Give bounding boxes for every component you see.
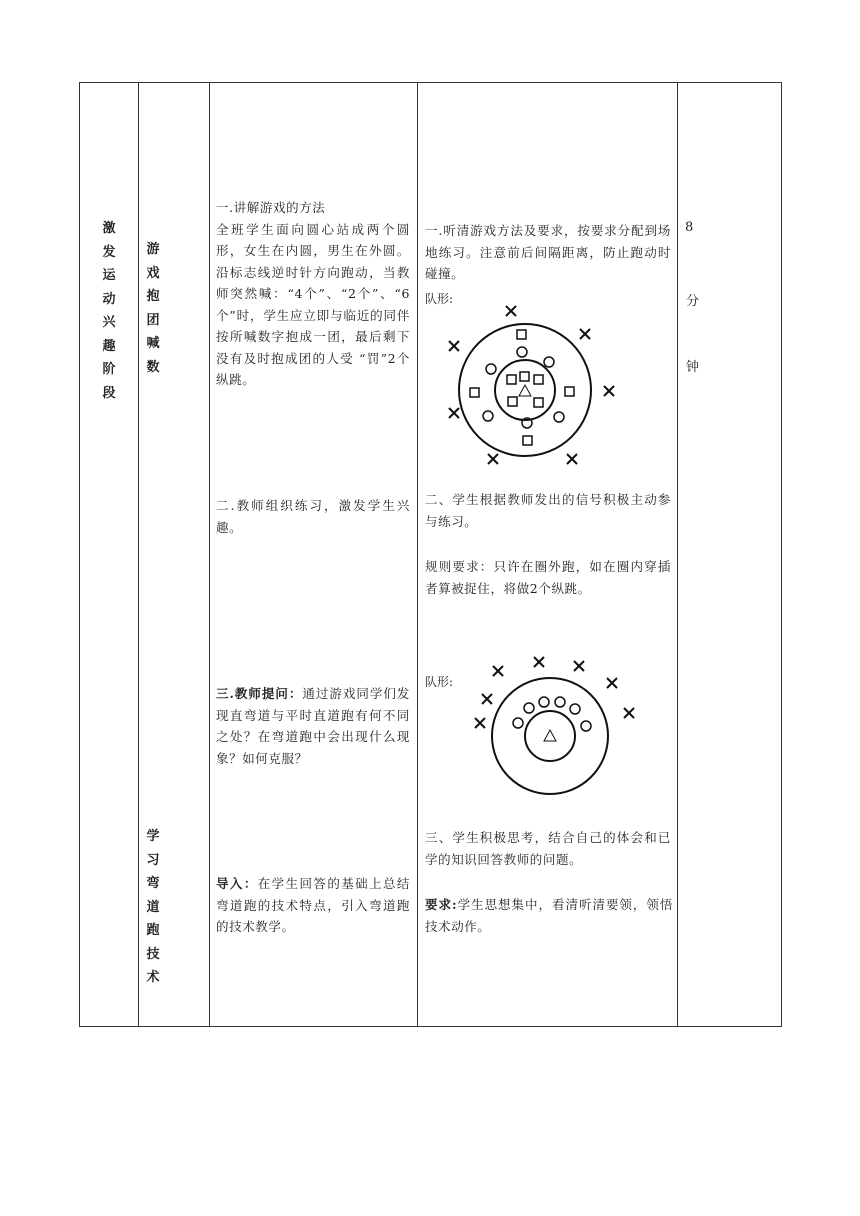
student-s1: 一.听清游戏方法及要求，按要求分配到场地练习。注意前后间隔距离，防止跑动时碰撞。 [425,223,671,281]
topic-char: 习 [146,852,160,868]
topic-char: 道 [146,899,160,915]
stage-char: 激 [102,221,116,236]
stage-char: 动 [102,291,116,307]
column-divider-2 [209,82,210,1027]
topic-char: 团 [146,312,160,328]
topic-curve-label [144,825,162,990]
topic-char: 戏 [146,265,160,281]
teacher-s2: 二.教师组织练习，激发学生兴趣。 [216,498,410,535]
table-border-right [781,82,782,1027]
teacher-s3-lead: 三.教师提问： [216,686,303,701]
topic-game-label [144,238,162,379]
student-rule-text: 规则要求：只许在圈外跑，如在圈内穿插者算被捉住，将做2个纵跳。 [425,559,671,596]
student-req-body: 学生思想集中，看清听清要领，领悟技术动作。 [425,897,673,934]
time-unit-minute: 分 [686,294,700,309]
teacher-s4-lead: 导入： [216,876,258,891]
column-divider-4 [677,82,678,1027]
topic-char: 数 [146,359,160,375]
teacher-triangle [519,385,531,396]
inner-squares [507,372,543,407]
student-s2: 二、学生根据教师发出的信号积极主动参与练习。 [425,492,671,529]
student-section-3 [425,827,671,870]
stage-char: 运 [102,268,116,283]
inner-circle [525,711,575,761]
teacher-s1-title: 一.讲解游戏的方法 [216,200,326,215]
teacher-section-3 [216,683,410,769]
stage-char: 趣 [102,338,116,354]
topic-char: 术 [146,970,160,985]
topic-char: 学 [146,829,160,844]
time-value: 8 [685,220,694,235]
student-section-2 [425,489,671,532]
topic-char: 游 [146,242,160,257]
stage-label [100,217,118,405]
teacher-triangle [544,730,556,741]
teacher-section-1 [216,197,410,391]
teacher-s1-body: 全班学生面向圆心站成两个圆形，女生在内圆，男生在外圆。沿标志线逆时针方向跑动，当教师突然喊：“4个”、“2个”、“6个”时，学生应立即与临近的同伴按所喊数字抱成一团，最后剩下没有及时抱成团的人受 “罚”2个纵跳。 [216,221,410,387]
student-requirement [425,894,673,937]
topic-char: 跑 [146,923,160,938]
student-rule [425,556,671,599]
column-divider-1 [138,82,139,1027]
table-border-left [79,82,80,1027]
formation-diagram-1 [440,300,640,470]
stage-char: 发 [102,244,116,260]
student-s3: 三、学生积极思考，结合自己的体会和已学的知识回答教师的问题。 [425,830,671,867]
topic-char: 喊 [146,336,160,351]
stage-char: 段 [102,385,116,401]
inner-circle [495,360,555,420]
outer-crosses [475,657,634,728]
student-section-1 [425,220,671,285]
student-req-lead: 要求: [425,897,458,912]
teacher-s4-body: 在学生回答的基础上总结弯道跑的技术特点，引入弯道跑的技术教学。 [216,876,410,934]
ring-circles [513,697,591,731]
topic-char: 抱 [146,289,160,304]
stage-char: 兴 [102,315,116,330]
formation-diagram-2 [460,650,660,800]
teacher-section-2 [216,495,410,538]
teacher-section-4 [216,873,410,938]
topic-char: 弯 [146,876,160,891]
teacher-s3-body: 通过游戏同学们发现直弯道与平时直道跑有何不同之处？在弯道跑中会出现什么现象？如何克服？ [216,686,410,766]
formation-label-2: 队形: [425,675,454,689]
column-divider-3 [417,82,418,1027]
formation-label-1: 队形: [425,292,454,306]
outer-circle [492,678,608,794]
stage-char: 阶 [102,362,116,377]
topic-char: 技 [146,946,160,962]
time-unit-zhong: 钟 [686,360,700,375]
